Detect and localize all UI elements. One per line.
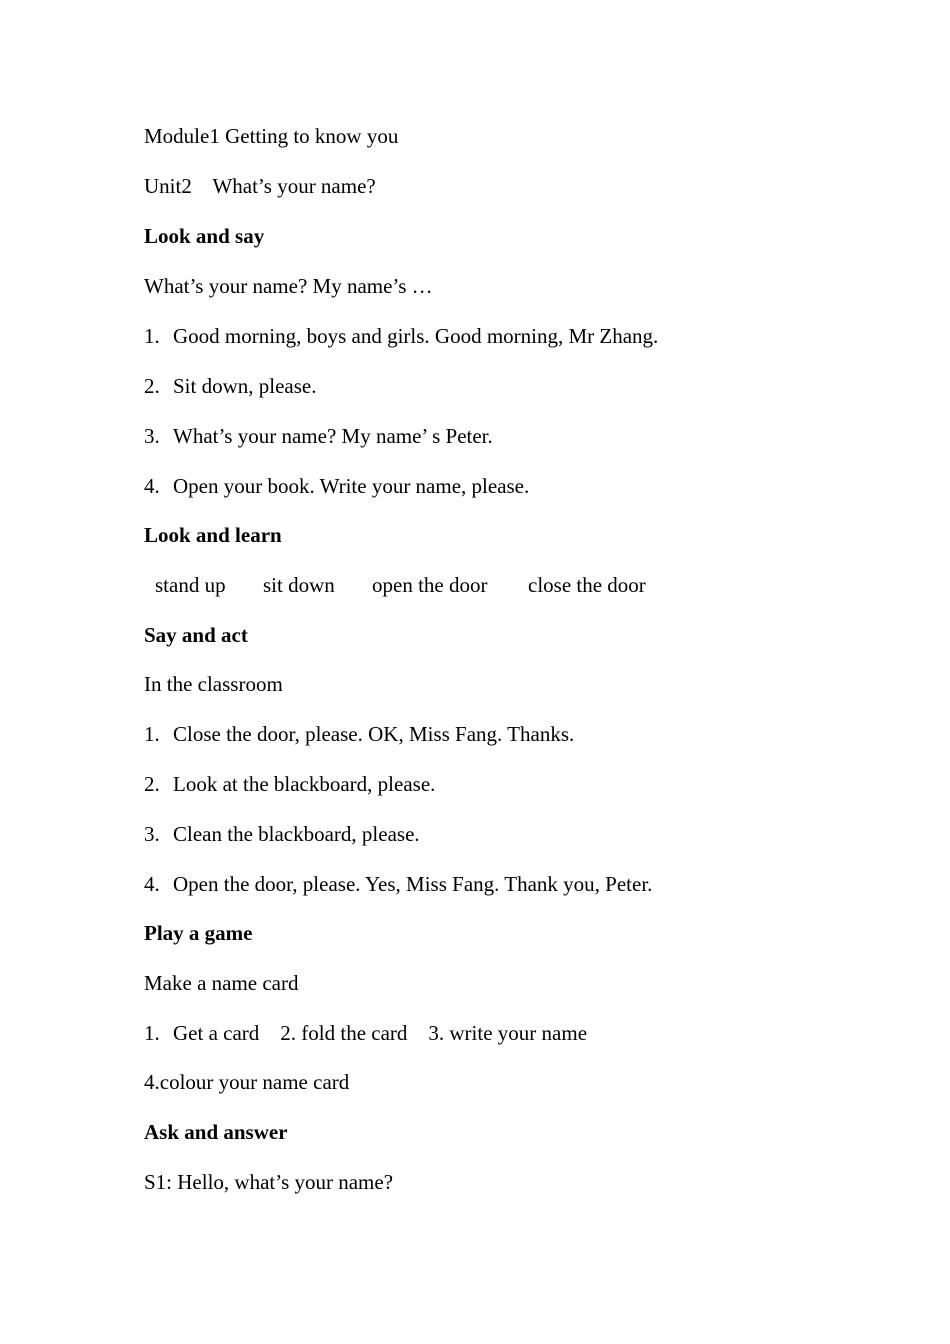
- look-and-say-intro: What’s your name? My name’s …: [144, 274, 433, 298]
- module-title: Module1 Getting to know you: [144, 124, 399, 148]
- section-heading-look-and-learn: Look and learn: [144, 523, 282, 547]
- item-number: 2.: [144, 374, 160, 398]
- item-text: Good morning, boys and girls. Good morning, Mr Zhang.: [173, 324, 659, 348]
- item-text: Clean the blackboard, please.: [173, 822, 420, 846]
- section-heading-ask-and-answer: Ask and answer: [144, 1120, 288, 1144]
- look-and-say-item-4: [144, 473, 529, 499]
- item-number: 2.: [144, 772, 160, 796]
- play-a-game-last-step: 4.colour your name card: [144, 1070, 350, 1094]
- vocab-word: open the door: [372, 573, 488, 597]
- item-number: 1.: [144, 1021, 160, 1045]
- section-heading-play-a-game: Play a game: [144, 921, 253, 945]
- say-and-act-item-1: [144, 721, 574, 747]
- item-number: 1.: [144, 722, 160, 746]
- section-heading-look-and-say: Look and say: [144, 224, 265, 248]
- vocab-word: close the door: [528, 573, 646, 597]
- say-and-act-item-4: [144, 871, 652, 897]
- item-number: 3.: [144, 424, 160, 448]
- vocab-word: sit down: [263, 573, 335, 597]
- item-text: Close the door, please. OK, Miss Fang. Thanks.: [173, 722, 575, 746]
- look-and-say-item-2: [144, 373, 316, 399]
- item-number: 4.: [144, 474, 160, 498]
- look-and-say-item-1: [144, 323, 658, 349]
- item-text: What’s your name? My name’ s Peter.: [173, 424, 493, 448]
- item-text: Open your book. Write your name, please.: [173, 474, 530, 498]
- say-and-act-item-3: [144, 821, 420, 847]
- unit-title: Unit2 What’s your name?: [144, 174, 376, 198]
- item-number: 3.: [144, 822, 160, 846]
- item-text: Sit down, please.: [173, 374, 317, 398]
- ask-and-answer-line: S1: Hello, what’s your name?: [144, 1170, 394, 1194]
- item-number: 4.: [144, 872, 160, 896]
- item-text: Look at the blackboard, please.: [173, 772, 436, 796]
- steps-text: Get a card 2. fold the card 3. write your name: [173, 1021, 588, 1045]
- section-heading-say-and-act: Say and act: [144, 623, 248, 647]
- say-and-act-intro: In the classroom: [144, 672, 283, 696]
- look-and-say-item-3: [144, 423, 493, 449]
- item-text: Open the door, please. Yes, Miss Fang. Thank you, Peter.: [173, 872, 653, 896]
- play-a-game-steps: [144, 1020, 587, 1046]
- say-and-act-item-2: [144, 771, 435, 797]
- item-number: 1.: [144, 324, 160, 348]
- play-a-game-intro: Make a name card: [144, 971, 299, 995]
- vocab-word: stand up: [155, 573, 226, 597]
